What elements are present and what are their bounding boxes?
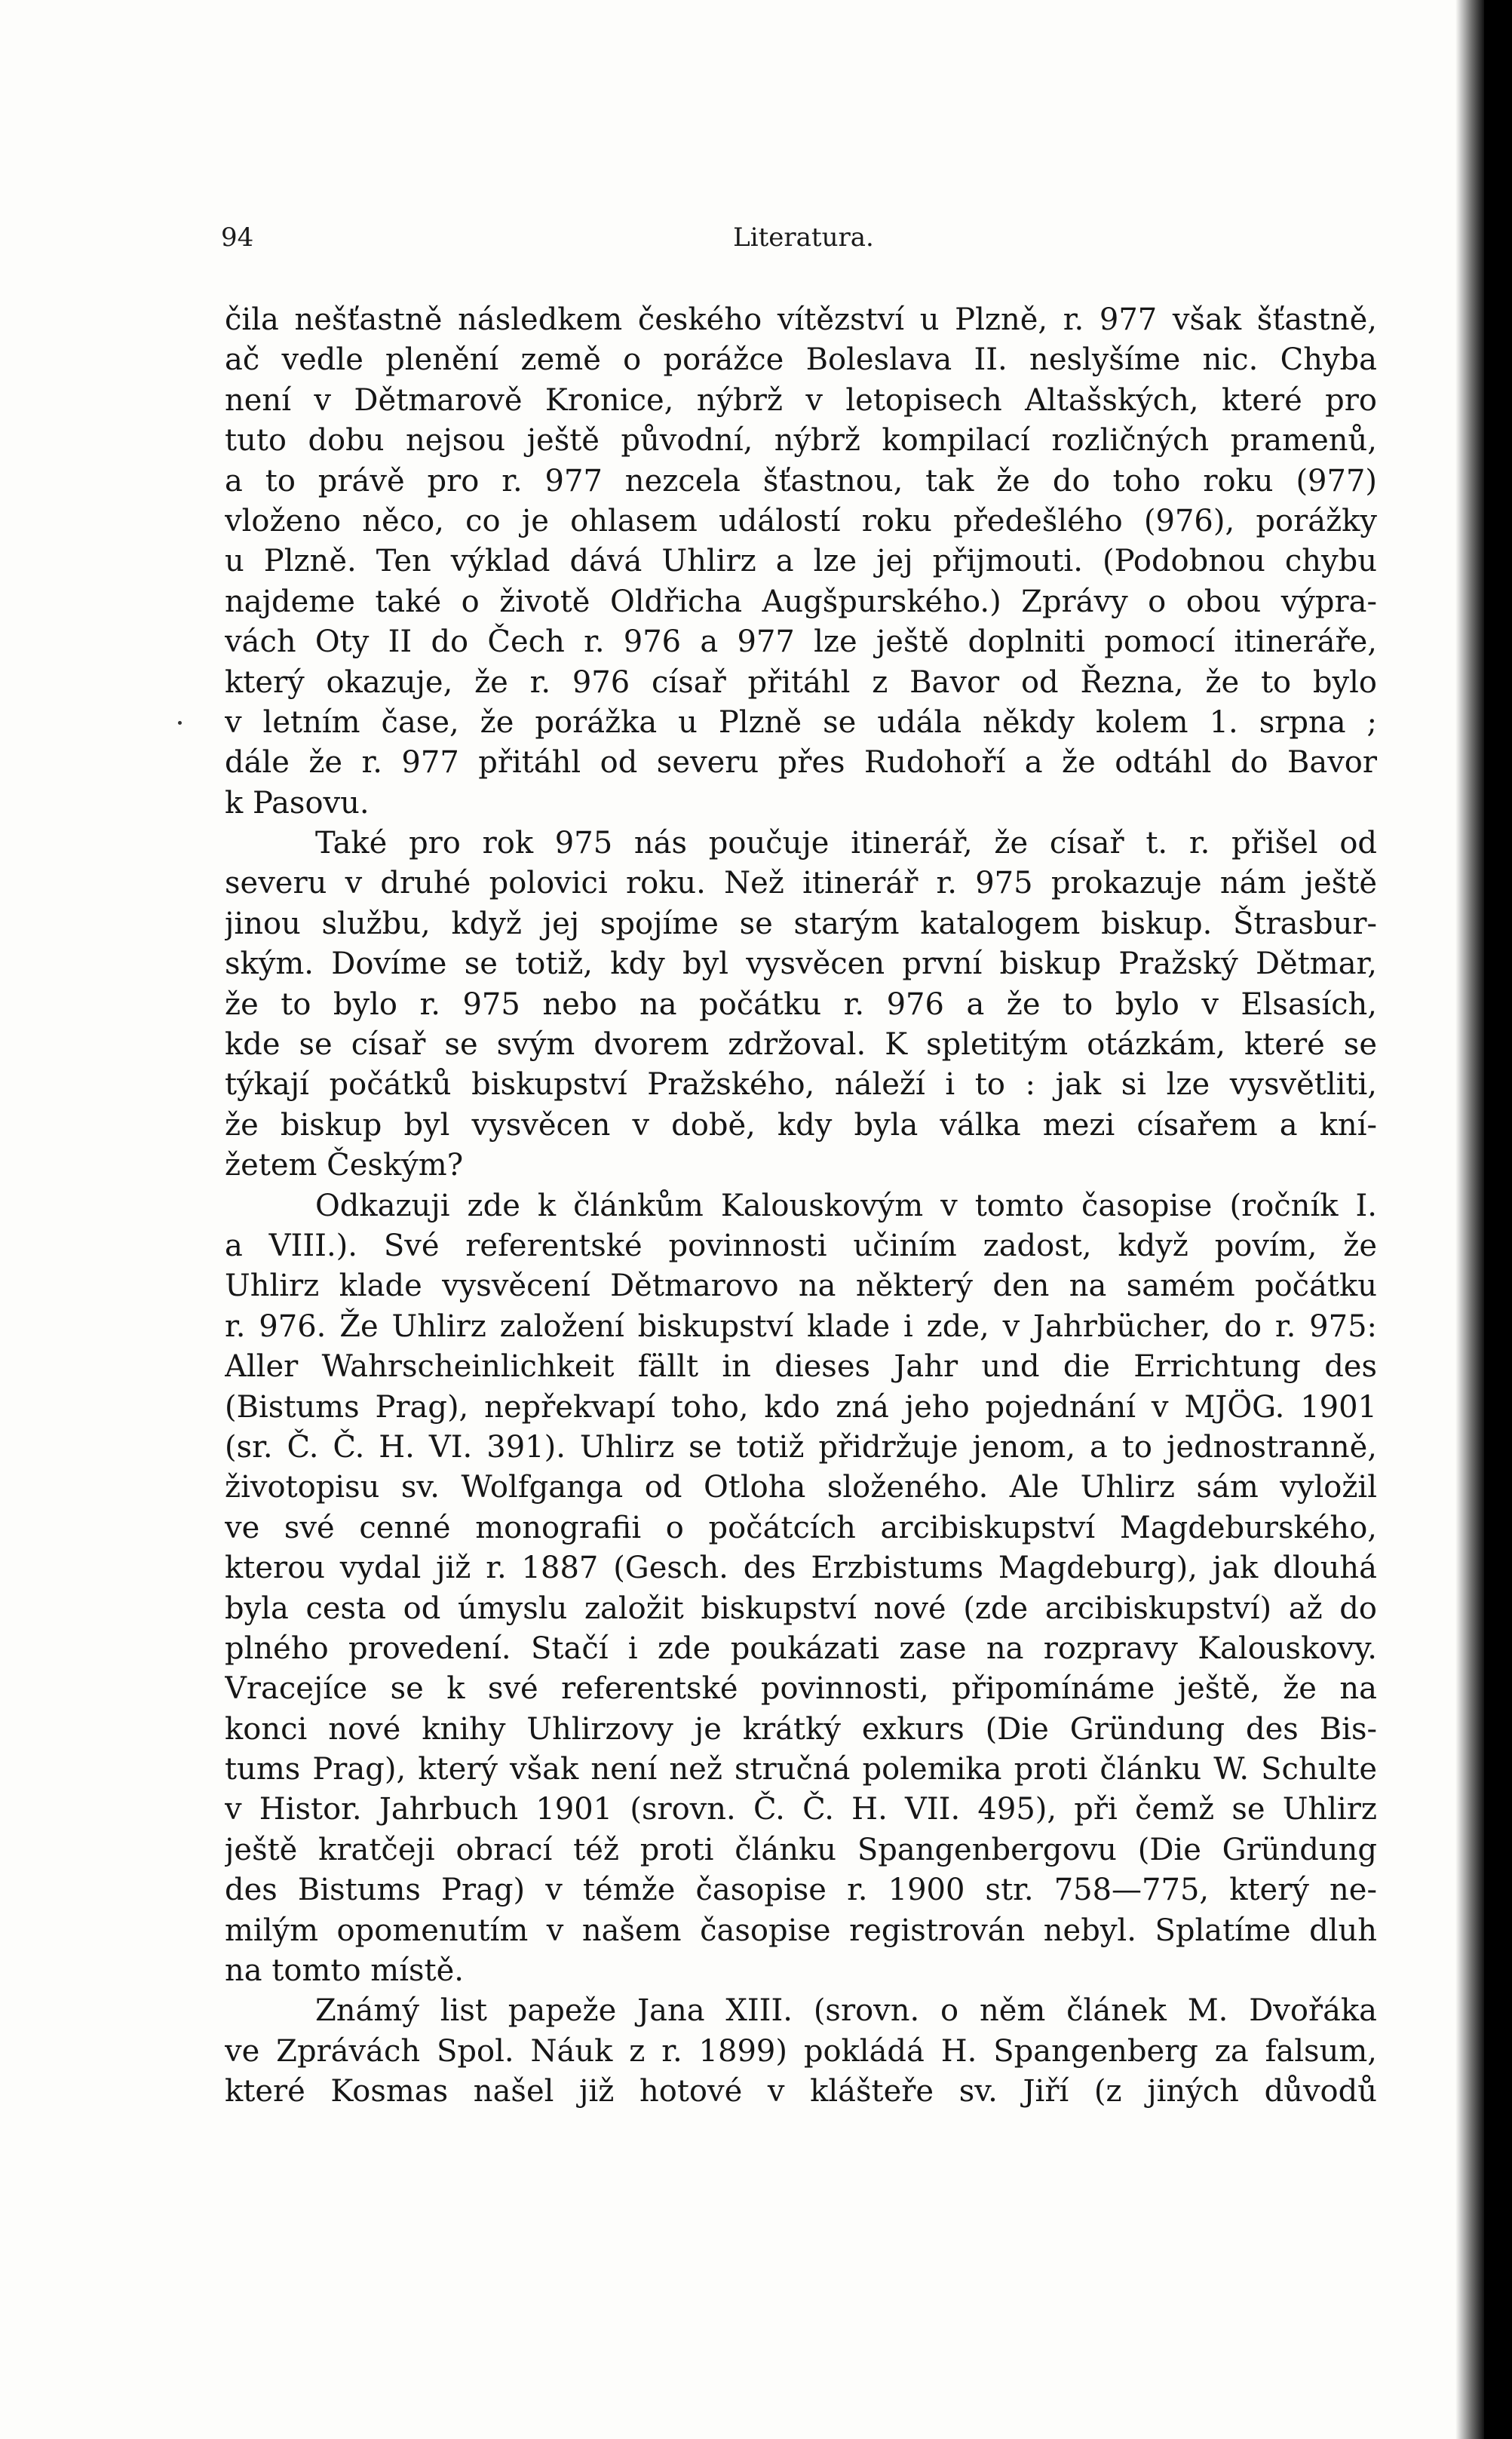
text-line: severu v druhé polovici roku. Než itinerář r. 975 prokazuje nám ještě: [225, 866, 1377, 901]
text-line: týkají počátků biskupství Pražského, náleží i to : jak si lze vysvětliti,: [225, 1067, 1377, 1103]
text-line: dále že r. 977 přitáhl od severu přes Rudohoří a že odtáhl do Bavor: [225, 745, 1377, 781]
text-line: Uhlirz klade vysvěcení Dětmarovo na některý den na samém počátku: [225, 1269, 1377, 1304]
text-line: vloženo něco, co je ohlasem událostí roku předešlého (976), porážky: [225, 503, 1377, 538]
text-line: najdeme také o životě Oldřicha Augšpurského.) Zprávy o obou výpra-: [225, 584, 1377, 619]
text-line: na tomto místě.: [225, 1953, 464, 1989]
text-line: ve Zprávách Spol. Náuk z r. 1899) pokládá H. Spangenberg za falsum,: [225, 2033, 1377, 2069]
text-line: ským. Dovíme se totiž, kdy byl vysvěcen první biskup Pražský Dětmar,: [225, 946, 1377, 982]
text-line: k Pasovu.: [225, 785, 370, 821]
paragraph-first-line: Také pro rok 975 nás poučuje itinerář, že císař t. r. přišel od: [315, 826, 1377, 861]
scan-edge-shadow: [1455, 0, 1484, 2439]
text-line: ve své cenné monografii o počátcích arcibiskupství Magdeburského,: [225, 1510, 1377, 1545]
text-line: konci nové knihy Uhlirzovy je krátký exkurs (Die Gründung des Bis-: [225, 1711, 1377, 1747]
text-line: byla cesta od úmyslu založit biskupství nové (zde arcibiskupství) až do: [225, 1591, 1377, 1626]
text-line: že to bylo r. 975 nebo na počátku r. 976 a že to bylo v Elsasích,: [225, 986, 1377, 1022]
text-line: které Kosmas našel již hotové v klášteře sv. Jiří (z jiných důvodů: [225, 2074, 1377, 2109]
text-line: v letním čase, že porážka u Plzně se udála někdy kolem 1. srpna ;: [225, 704, 1377, 740]
text-line: u Plzně. Ten výklad dává Uhlirz a lze jej přijmouti. (Podobnou chybu: [225, 544, 1377, 579]
text-line: a VIII.). Své referentské povinnosti učiním zadost, když povím, že: [225, 1228, 1377, 1263]
text-line: v Histor. Jahrbuch 1901 (srovn. Č. Č. H. VII. 495), při čemž se Uhlirz: [225, 1792, 1377, 1827]
scan-speck-mark: [178, 721, 182, 725]
text-line: čila nešťastně následkem českého vítězství u Plzně, r. 977 však šťastně,: [225, 302, 1377, 337]
text-line: tuto dobu nejsou ještě původní, nýbrž kompilací rozličných pramenů,: [225, 423, 1377, 459]
text-line: životopisu sv. Wolfganga od Otloha složeného. Ale Uhlirz sám vyložil: [225, 1470, 1377, 1505]
text-line: (Bistums Prag), nepřekvapí toho, kdo zná jeho pojednání v MJÖG. 1901: [225, 1389, 1377, 1425]
text-line: kde se císař se svým dvorem zdržoval. K spletitým otázkám, které se: [225, 1027, 1377, 1063]
page-header: [221, 222, 1386, 260]
text-line: ještě kratčeji obrací též proti článku Spangenbergovu (Die Gründung: [225, 1832, 1377, 1867]
text-line: jinou službu, když jej spojíme se starým katalogem biskup. Štrasbur-: [225, 906, 1377, 941]
paragraph-first-line: Známý list papeže Jana XIII. (srovn. o něm článek M. Dvořáka: [315, 1993, 1377, 2029]
text-line: který okazuje, že r. 976 císař přitáhl z Bavor od Řezna, že to bylo: [225, 664, 1377, 700]
text-line: Vracejíce se k své referentské povinnosti, připomínáme ještě, že na: [225, 1671, 1377, 1707]
text-line: r. 976. Že Uhlirz založení biskupství klade i zde, v Jahrbücher, do r. 975:: [225, 1308, 1377, 1344]
text-line: milým opomenutím v našem časopise registrován nebyl. Splatíme dluh: [225, 1913, 1377, 1948]
text-line: plného provedení. Stačí i zde poukázati zase na rozpravy Kalouskovy.: [225, 1631, 1377, 1666]
text-line: (sr. Č. Č. H. VI. 391). Uhlirz se totiž přidržuje jenom, a to jednostranně,: [225, 1429, 1377, 1465]
text-line: des Bistums Prag) v témže časopise r. 1900 str. 758—775, který ne-: [225, 1873, 1377, 1908]
text-line: tums Prag), který však není než stručná polemika proti článku W. Schulte: [225, 1752, 1377, 1787]
text-line: vách Oty II do Čech r. 976 a 977 lze ještě doplniti pomocí itineráře,: [225, 624, 1377, 660]
text-line: ač vedle plenění země o porážce Boleslava II. neslyšíme nic. Chyba: [225, 342, 1377, 378]
page-number: 94: [221, 222, 254, 253]
text-line: že biskup byl vysvěcen v době, kdy byla válka mezi císařem a kní-: [225, 1107, 1377, 1143]
text-line: Aller Wahrscheinlichkeit fällt in dieses Jahr und die Errichtung des: [225, 1349, 1377, 1385]
text-line: není v Dětmarově Kronice, nýbrž v letopisech Altašských, které pro: [225, 382, 1377, 418]
paragraph-first-line: Odkazuji zde k článkům Kalouskovým v tomto časopise (ročník I.: [315, 1188, 1377, 1223]
body-text: [225, 300, 1377, 2112]
text-line: a to právě pro r. 977 nezcela šťastnou, tak že do toho roku (977): [225, 463, 1377, 499]
text-line: žetem Českým?: [225, 1148, 464, 1183]
text-line: kterou vydal již r. 1887 (Gesch. des Erzbistums Magdeburg), jak dlouhá: [225, 1551, 1377, 1586]
running-title: Literatura.: [733, 222, 874, 253]
